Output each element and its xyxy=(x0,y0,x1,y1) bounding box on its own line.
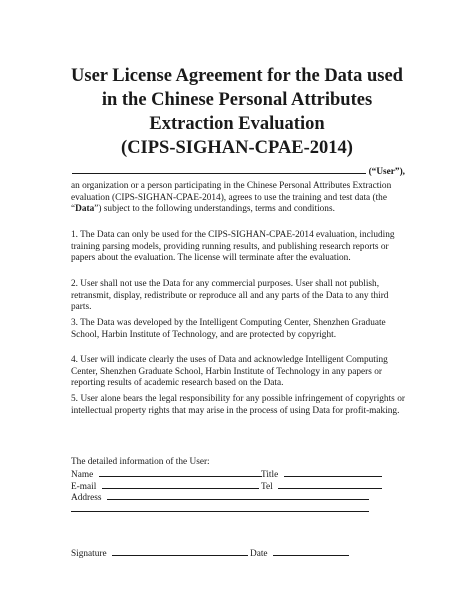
clause-1 xyxy=(71,230,405,265)
date-blank[interactable] xyxy=(273,547,349,556)
title-line-1: User License Agreement for the Data used xyxy=(71,66,403,86)
email-blank[interactable] xyxy=(102,480,259,489)
tel-label: Tel xyxy=(261,482,273,492)
title-line-3: Extraction Evaluation xyxy=(149,114,325,134)
clause-4-text: 4. User will indicate clearly the uses of Data and acknowledge Intelligent Computing Center, Shenzhen Graduate School, Harbin Institute of Technology in any papers or reporting results of academic research based on the Data. xyxy=(71,355,388,389)
form-heading: The detailed information of the User: xyxy=(71,457,210,467)
clause-2-text: 2. User shall not use the Data for any commercial purposes. User shall not publish, retransmit, display, redistribute or reproduce all and any parts of the Data to any third parts. xyxy=(71,279,389,313)
user-name-line xyxy=(71,165,405,179)
user-term: User xyxy=(376,167,395,177)
title-blank[interactable] xyxy=(284,468,382,477)
signature-label: Signature xyxy=(71,549,107,559)
clause-2 xyxy=(71,279,405,314)
email-label: E-mail xyxy=(71,482,97,492)
document-title xyxy=(40,64,434,160)
clause-3-text: 3. The Data was developed by the Intelligent Computing Center, Shenzhen Graduate School, Harbin Institute of Technology, and are protected by copyright. xyxy=(71,318,386,340)
data-term: Data xyxy=(75,204,95,215)
intro-text-a: an organization or a person participating in the Chinese Personal Attributes Extraction evaluation (CIPS-SIGHAN-CPAE-2014), agrees to use the training and test data (the “ xyxy=(71,181,392,215)
clause-5 xyxy=(71,394,405,417)
title-line-4: (CIPS-SIGHAN-CPAE-2014) xyxy=(121,138,353,158)
address-continuation-row xyxy=(71,503,369,517)
signature-field-row xyxy=(71,547,248,561)
tel-blank[interactable] xyxy=(278,480,382,489)
address-blank-2[interactable] xyxy=(71,503,369,512)
title-line-2: in the Chinese Personal Attributes xyxy=(101,90,373,110)
signature-blank[interactable] xyxy=(112,547,248,556)
address-blank[interactable] xyxy=(107,491,369,500)
date-field-row xyxy=(250,547,349,561)
clause-4 xyxy=(71,355,405,390)
name-blank[interactable] xyxy=(99,468,262,477)
title-label: Title xyxy=(261,470,279,480)
clause-1-text: 1. The Data can only be used for the CIPS-SIGHAN-CPAE-2014 evaluation, including training parsing models, providing running results, and publishing research reports or papers about the evaluation. The license will terminate after the evaluation. xyxy=(71,230,395,264)
intro-text-b: ”) subject to the following understandings, terms and conditions. xyxy=(94,204,335,215)
address-label: Address xyxy=(71,493,102,503)
user-name-blank[interactable] xyxy=(72,165,366,174)
intro-paragraph xyxy=(71,181,405,216)
clause-5-text: 5. User alone bears the legal responsibility for any possible infringement of copyrights or intellectual property rights that may arise in the process of using Data for profit-making. xyxy=(71,394,405,416)
date-label: Date xyxy=(250,549,268,559)
name-label: Name xyxy=(71,470,94,480)
clause-3 xyxy=(71,318,405,341)
user-term-open: (“ xyxy=(368,167,377,177)
user-term-close: ”), xyxy=(394,167,405,177)
